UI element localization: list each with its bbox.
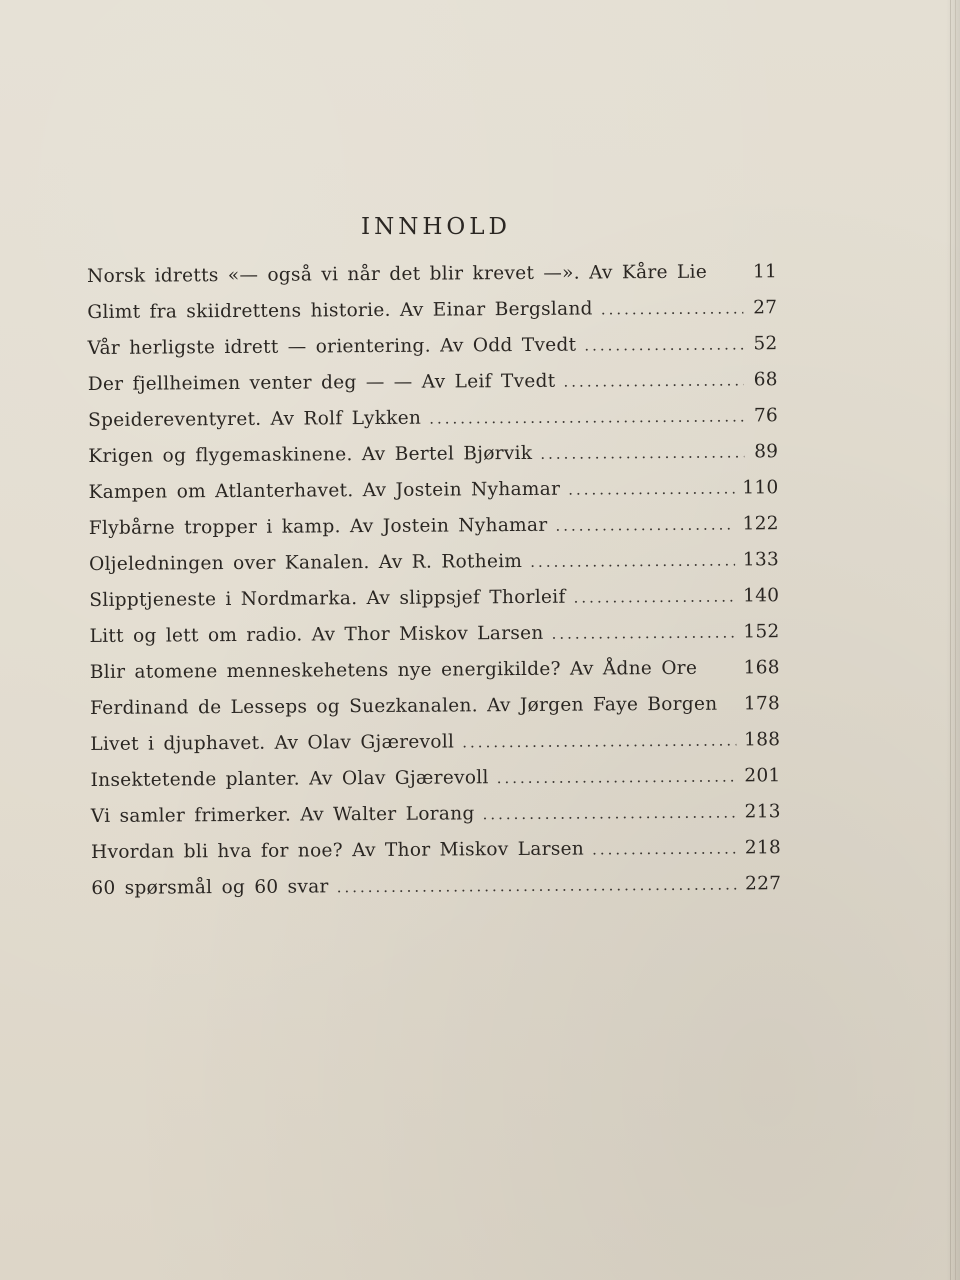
toc-entry	[88, 405, 778, 446]
toc-entry-title: Slipptjeneste i Nordmarka. Av slippsjef Thorleif	[89, 586, 566, 611]
toc-entry	[89, 513, 779, 554]
toc-entry-page-number: 110	[742, 477, 779, 499]
toc-entry-page-number: 168	[743, 657, 780, 679]
toc-entry-title: Ferdinand de Lesseps og Suezkanalen. Av Jørgen Faye Borgen	[90, 693, 718, 719]
dot-leader	[530, 551, 735, 570]
dot-leader	[574, 587, 736, 606]
toc-entry	[87, 261, 777, 302]
toc-entry-title: Der fjellheimen venter deg — — Av Leif Tvedt	[87, 370, 556, 395]
dot-leader	[552, 623, 736, 642]
dot-leader	[482, 803, 736, 823]
toc-entry-page-number: 68	[753, 369, 778, 391]
dot-leader	[563, 371, 743, 390]
toc-entry-title: Speidereventyret. Av Rolf Lykken	[88, 407, 422, 431]
table-of-contents	[87, 261, 782, 914]
toc-entry	[91, 765, 781, 806]
toc-entry-title: Krigen og flygemaskinene. Av Bertel Bjørvik	[88, 442, 533, 467]
page-title: INNHOLD	[361, 214, 511, 240]
toc-entry-page-number: 122	[742, 513, 779, 535]
toc-entry	[89, 477, 779, 518]
toc-entry-title: Kampen om Atlanterhavet. Av Jostein Nyhamar	[88, 478, 561, 503]
toc-entry	[88, 333, 778, 374]
dot-leader	[429, 407, 744, 427]
toc-entry-title: Insektetende planter. Av Olav Gjærevoll	[90, 767, 489, 791]
toc-entry	[90, 657, 780, 698]
toc-entry-title: Litt og lett om radio. Av Thor Miskov Larsen	[89, 622, 544, 647]
dot-leader	[540, 443, 744, 462]
toc-entry-page-number: 140	[743, 585, 780, 607]
page-edge	[946, 0, 960, 1280]
dot-leader	[497, 767, 737, 787]
toc-entry-title: Norsk idretts «— også vi når det blir krevet —». Av Kåre Lie	[87, 261, 708, 287]
toc-entry-page-number: 201	[744, 765, 781, 787]
toc-entry	[88, 369, 778, 410]
toc-entry	[90, 621, 780, 662]
dot-leader	[584, 335, 743, 354]
toc-entry	[91, 801, 781, 842]
toc-entry-title: Vi samler frimerker. Av Walter Lorang	[90, 803, 475, 827]
toc-entry-title: Flybårne tropper i kamp. Av Jostein Nyhamar	[88, 514, 548, 539]
toc-entry	[90, 693, 780, 734]
toc-entry	[88, 441, 778, 482]
toc-entry-title: Glimt fra skiidrettens historie. Av Einar Bergsland	[87, 298, 593, 323]
toc-entry	[87, 297, 777, 338]
toc-entry-title: 60 spørsmål og 60 svar	[91, 876, 329, 899]
toc-entry-title: Blir atomene menneskehetens nye energikilde? Av Ådne Ore	[89, 657, 698, 683]
toc-entry-title: Livet i djuphavet. Av Olav Gjærevoll	[90, 731, 455, 755]
toc-entry-title: Vår herligste idrett — orientering. Av Odd Tvedt	[87, 334, 577, 359]
toc-entry	[89, 585, 779, 626]
toc-entry-page-number: 178	[743, 693, 781, 715]
toc-entry-title: Oljeledningen over Kanalen. Av R. Rotheim	[89, 550, 523, 575]
toc-entry-page-number: 52	[753, 333, 778, 355]
toc-entry	[89, 549, 779, 590]
toc-entry-page-number: 152	[743, 621, 780, 643]
toc-entry-page-number: 89	[754, 441, 779, 463]
toc-entry-page-number: 27	[753, 297, 778, 319]
toc-entry-page-number: 133	[742, 549, 780, 571]
toc-entry	[90, 729, 780, 770]
dot-leader	[601, 299, 744, 318]
toc-entry	[91, 837, 781, 878]
dot-leader	[337, 875, 738, 896]
dot-leader	[568, 479, 734, 498]
toc-entry-page-number: 227	[745, 873, 782, 895]
toc-entry-page-number: 188	[744, 729, 781, 751]
toc-entry-title: Hvordan bli hva for noe? Av Thor Miskov Larsen	[91, 838, 585, 863]
toc-entry-page-number: 11	[752, 261, 778, 283]
dot-leader	[592, 839, 737, 858]
dot-leader	[555, 515, 734, 534]
toc-entry	[91, 873, 781, 914]
toc-entry-page-number: 76	[753, 405, 779, 427]
dot-leader	[462, 731, 736, 751]
toc-entry-page-number: 218	[744, 837, 782, 859]
toc-entry-page-number: 213	[744, 801, 781, 823]
